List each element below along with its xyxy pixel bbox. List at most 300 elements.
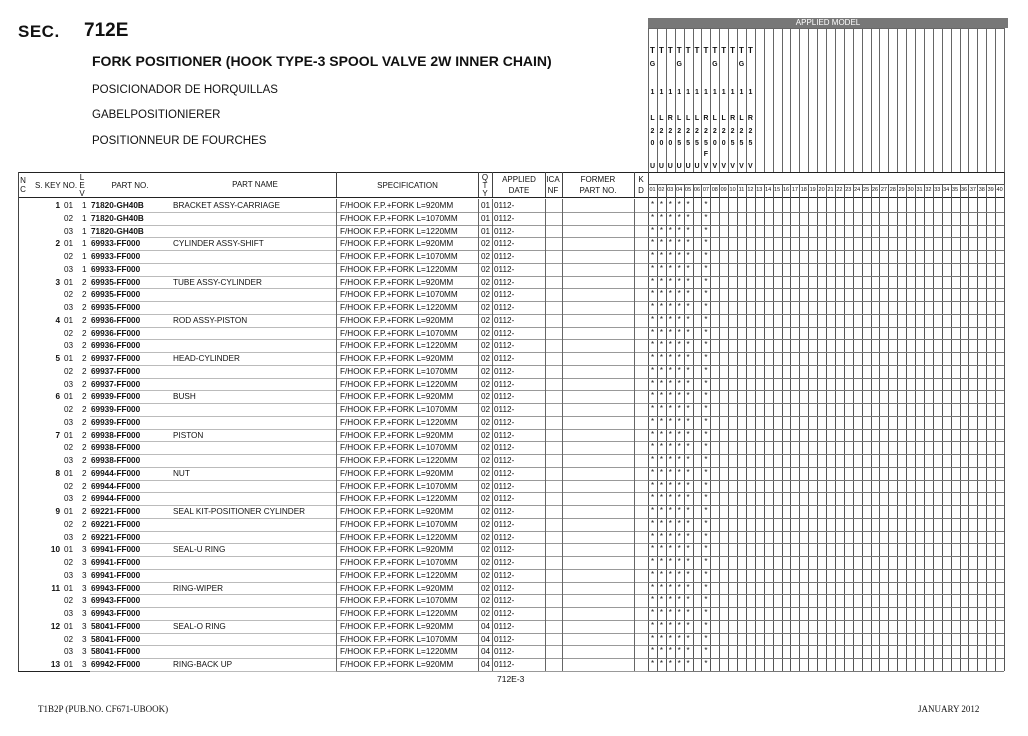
model-code-char: L [694, 115, 700, 122]
model-code-char: U [667, 163, 673, 170]
applicability-star: * [668, 416, 672, 426]
row-qty: 02 [481, 456, 491, 465]
model-code-char: L [739, 115, 744, 122]
row-separator [545, 454, 546, 467]
model-code-char: T [658, 46, 664, 55]
applicability-star: * [704, 429, 708, 439]
table-row [0, 378, 1028, 391]
grid-row-line [648, 671, 1004, 672]
row-applied-date: 0112- [494, 379, 515, 389]
row-separator [562, 378, 563, 391]
row-separator [492, 339, 493, 352]
row-applied-date: 0112- [494, 277, 515, 287]
row-part-no: 69943-FF000 [91, 583, 141, 593]
row-applied-date: 0112- [494, 354, 515, 363]
model-code-char: 1 [730, 89, 735, 96]
row-part-no: 69944-FF000 [91, 481, 141, 491]
header-separator [562, 172, 563, 197]
applicability-star: * [704, 480, 708, 490]
row-separator [634, 556, 635, 569]
row-key-no: 11 [51, 583, 60, 593]
row-separator [634, 288, 635, 301]
row-key-no: 12 [50, 621, 60, 631]
row-separator [478, 225, 479, 238]
model-code-char: L [650, 115, 655, 122]
row-part-name: RING-BACK UP [173, 660, 233, 669]
table-row [0, 505, 1028, 518]
row-level: 1 [82, 213, 87, 223]
applicability-star: * [686, 302, 690, 311]
model-column-number: 01 [649, 187, 656, 193]
row-part-name: SEAL KIT-POSITIONER CYLINDER [173, 507, 306, 516]
row-specification: F/HOOK F.P.+FORK L=920MM [340, 583, 454, 593]
applicability-star: * [677, 353, 681, 362]
row-separator [634, 237, 635, 250]
header-separator [492, 172, 493, 197]
applicability-star: * [659, 353, 663, 362]
model-column-number: 06 [693, 187, 701, 193]
row-separator [545, 263, 546, 276]
row-sub-no: 01 [64, 583, 74, 593]
row-sub-no: 03 [64, 532, 74, 542]
model-code-char: V [712, 163, 718, 170]
row-level: 2 [82, 507, 87, 516]
applicability-star: * [668, 582, 672, 592]
row-separator [545, 199, 546, 212]
model-column-number: 38 [978, 187, 985, 193]
applicability-star: * [668, 200, 672, 209]
subtitle-german: GABELPOSITIONIERER [92, 109, 221, 121]
row-separator [478, 582, 479, 595]
row-level: 3 [82, 596, 87, 606]
applicability-star: * [650, 442, 655, 452]
row-separator [562, 301, 563, 314]
row-specification: F/HOOK F.P.+FORK L=920MM [340, 507, 454, 516]
row-separator [545, 352, 546, 365]
applicability-star: * [650, 238, 655, 248]
row-separator [562, 480, 563, 493]
row-separator [492, 314, 493, 327]
row-separator [545, 429, 546, 442]
row-sub-no: 01 [64, 392, 74, 402]
row-specification: F/HOOK F.P.+FORK L=920MM [340, 201, 454, 210]
applicability-star: * [677, 531, 681, 541]
model-code-char: 0 [721, 140, 726, 147]
row-applied-date: 0112- [494, 621, 515, 631]
model-column-number: 16 [782, 187, 790, 193]
row-level: 3 [82, 545, 87, 555]
row-separator [336, 607, 337, 620]
row-separator [634, 531, 635, 544]
row-sub-no: 01 [64, 315, 74, 325]
row-separator [478, 339, 479, 352]
row-separator [478, 467, 479, 480]
row-separator [478, 276, 479, 289]
applicability-star: * [659, 493, 663, 503]
row-separator [634, 582, 635, 595]
row-part-no: 69221-FF000 [91, 507, 141, 516]
applicability-star: * [650, 391, 655, 401]
row-specification: F/HOOK F.P.+FORK L=920MM [340, 621, 454, 631]
row-qty: 02 [481, 583, 491, 593]
table-row [0, 276, 1028, 289]
model-column-number: 18 [800, 187, 807, 193]
row-separator [562, 237, 563, 250]
row-applied-date: 0112- [494, 366, 515, 376]
applicability-star: * [668, 467, 672, 477]
row-part-no: 69944-FF000 [91, 494, 141, 504]
row-specification: F/HOOK F.P.+FORK L=1070MM [340, 634, 458, 644]
row-separator [562, 225, 563, 238]
model-code-char: L [721, 115, 726, 122]
row-separator [336, 441, 337, 454]
applicability-star: * [704, 608, 708, 617]
applicability-star: * [659, 646, 663, 656]
applicability-star: * [704, 289, 708, 299]
model-column-number: 35 [952, 187, 959, 193]
row-separator [545, 403, 546, 416]
model-code-char: T [667, 46, 673, 55]
applicability-star: * [668, 314, 672, 324]
applicability-star: * [650, 365, 655, 375]
row-applied-date: 0112- [494, 328, 515, 338]
model-column-number: 32 [925, 187, 932, 193]
row-separator [545, 212, 546, 225]
row-separator [545, 225, 546, 238]
row-level: 2 [82, 519, 87, 529]
applicability-star: * [650, 455, 655, 464]
row-separator [634, 441, 635, 454]
row-specification: F/HOOK F.P.+FORK L=1220MM [340, 417, 458, 427]
row-applied-date: 0112- [494, 519, 515, 529]
row-separator [545, 569, 546, 582]
row-separator [478, 365, 479, 378]
applicability-star: * [686, 429, 690, 439]
row-separator [492, 454, 493, 467]
row-part-no: 69933-FF000 [91, 252, 141, 261]
applicability-star: * [659, 557, 663, 566]
row-applied-date: 0112- [494, 315, 515, 325]
applicability-star: * [704, 442, 708, 452]
row-separator [634, 378, 635, 391]
row-key-no: 6 [55, 392, 60, 402]
applicability-star: * [686, 263, 690, 273]
row-key-no: 1 [55, 201, 60, 210]
row-level: 2 [82, 315, 87, 325]
row-separator [336, 658, 337, 671]
model-col-line [888, 28, 889, 172]
applicability-star: * [659, 633, 663, 643]
row-separator [634, 594, 635, 607]
row-separator [634, 327, 635, 340]
model-column-number: 14 [765, 187, 772, 193]
row-part-name: SEAL-U RING [173, 545, 226, 555]
applicability-star: * [677, 608, 681, 617]
row-level: 2 [82, 303, 87, 312]
model-column-number: 30 [907, 187, 914, 193]
row-separator [634, 314, 635, 327]
table-row [0, 645, 1028, 658]
table-row [0, 556, 1028, 569]
row-sub-no: 02 [64, 519, 74, 529]
applicability-star: * [668, 378, 672, 388]
model-col-line [755, 28, 756, 172]
row-separator [545, 607, 546, 620]
row-sub-no: 03 [64, 341, 74, 351]
model-column-number: 08 [711, 187, 718, 193]
row-part-name: RING-WIPER [173, 583, 224, 593]
row-separator [336, 556, 337, 569]
row-applied-date: 0112- [494, 532, 515, 542]
applicability-star: * [677, 225, 681, 235]
applicability-star: * [704, 467, 708, 477]
row-separator [562, 390, 563, 403]
table-row [0, 543, 1028, 556]
row-sub-no: 03 [64, 303, 74, 312]
row-qty: 02 [481, 430, 491, 440]
row-separator [478, 531, 479, 544]
model-code-char: V [730, 163, 735, 170]
col-header-applied: DATE [508, 186, 530, 195]
applicability-star: * [650, 595, 655, 605]
row-specification: F/HOOK F.P.+FORK L=920MM [340, 277, 454, 287]
row-applied-date: 0112- [494, 570, 515, 580]
model-code-char: 1 [712, 89, 717, 96]
row-separator [492, 212, 493, 225]
row-part-no: 69935-FF000 [91, 277, 141, 287]
row-level: 2 [82, 366, 87, 376]
table-row [0, 441, 1028, 454]
applicability-star: * [686, 378, 690, 388]
table-row [0, 301, 1028, 314]
row-separator [336, 225, 337, 238]
applicability-star: * [686, 480, 690, 490]
row-applied-date: 0112- [494, 468, 515, 478]
applicability-star: * [668, 225, 672, 235]
row-sub-no: 03 [64, 609, 74, 618]
row-separator [545, 276, 546, 289]
row-separator [336, 633, 337, 646]
row-specification: F/HOOK F.P.+FORK L=1070MM [340, 443, 458, 453]
row-key-no: 7 [55, 430, 60, 440]
row-separator [634, 633, 635, 646]
subtitle-french: POSITIONNEUR DE FOURCHES [92, 135, 267, 147]
row-specification: F/HOOK F.P.+FORK L=1070MM [340, 252, 458, 261]
row-key-no: 8 [55, 468, 60, 478]
col-header-nc: C [20, 185, 26, 194]
table-row [0, 531, 1028, 544]
applicability-star: * [668, 302, 672, 311]
row-key-no: 13 [50, 660, 60, 669]
row-separator [545, 339, 546, 352]
model-code-char: L [712, 115, 717, 122]
applicability-star: * [686, 608, 690, 617]
model-code-char: 5 [695, 140, 699, 147]
model-column-number: 33 [934, 187, 941, 193]
applicability-star: * [677, 557, 681, 566]
row-sub-no: 03 [64, 570, 74, 580]
applicability-star: * [650, 251, 655, 260]
applicability-star: * [659, 569, 663, 579]
row-level: 2 [82, 532, 87, 542]
row-separator [562, 505, 563, 518]
applicability-star: * [704, 238, 708, 248]
table-row [0, 416, 1028, 429]
applicability-star: * [650, 544, 655, 554]
row-separator [336, 390, 337, 403]
row-qty: 04 [481, 660, 491, 669]
row-separator [562, 531, 563, 544]
applicability-star: * [650, 200, 655, 209]
row-sub-no: 01 [64, 468, 74, 478]
page-number: 712E-3 [497, 674, 525, 684]
row-key-no: 4 [55, 315, 60, 325]
row-applied-date: 0112- [494, 558, 515, 567]
row-sub-no: 02 [64, 634, 74, 644]
row-level: 2 [82, 481, 87, 491]
applicability-star: * [677, 378, 681, 388]
row-level: 3 [82, 647, 87, 657]
row-applied-date: 0112- [494, 481, 515, 491]
row-part-no: 69942-FF000 [91, 660, 141, 669]
row-separator [634, 658, 635, 671]
row-separator [545, 250, 546, 263]
row-sub-no: 03 [64, 226, 74, 236]
applicability-star: * [704, 455, 708, 464]
applicability-star: * [686, 276, 690, 286]
model-code-char: 0 [668, 140, 673, 147]
row-line [90, 671, 336, 672]
row-separator [562, 620, 563, 633]
applicability-star: * [659, 404, 663, 413]
row-separator [562, 607, 563, 620]
row-part-name: SEAL-O RING [173, 621, 226, 631]
applicability-star: * [704, 659, 708, 668]
row-separator [562, 518, 563, 531]
row-separator [634, 250, 635, 263]
applicability-star: * [704, 327, 708, 337]
row-separator [492, 327, 493, 340]
applicability-star: * [704, 251, 708, 260]
model-code-char: 2 [739, 128, 744, 135]
col-header-partname: PART NAME [232, 180, 278, 189]
applicability-star: * [686, 582, 690, 592]
applicability-star: * [659, 200, 663, 209]
model-code-char: T [730, 46, 736, 55]
row-separator [634, 467, 635, 480]
table-row [0, 212, 1028, 225]
row-level: 2 [82, 277, 87, 287]
model-code-char: U [676, 163, 682, 170]
model-col-line [790, 28, 791, 172]
row-level: 2 [82, 417, 87, 427]
model-col-line [871, 28, 872, 172]
row-separator [336, 314, 337, 327]
row-separator [492, 543, 493, 556]
applicability-star: * [650, 531, 655, 541]
row-level: 2 [82, 430, 87, 440]
table-row [0, 633, 1028, 646]
row-level: 1 [82, 226, 87, 236]
row-separator [634, 276, 635, 289]
applicability-star: * [659, 595, 663, 605]
row-part-no: 69221-FF000 [91, 532, 141, 542]
applicability-star: * [659, 365, 663, 375]
row-separator [634, 352, 635, 365]
applicability-star: * [686, 314, 690, 324]
model-col-line [835, 28, 836, 172]
row-line [336, 671, 648, 672]
row-separator [492, 199, 493, 212]
row-separator [545, 594, 546, 607]
row-separator [336, 403, 337, 416]
applicability-star: * [668, 544, 672, 554]
table-row [0, 237, 1028, 250]
row-separator [562, 543, 563, 556]
model-column-number: 17 [791, 187, 798, 193]
applicability-star: * [659, 608, 663, 617]
row-separator [545, 288, 546, 301]
col-header-qty: Y [482, 189, 488, 198]
row-separator [545, 492, 546, 505]
row-applied-date: 0112- [494, 252, 515, 261]
applicability-star: * [677, 289, 681, 299]
row-separator [492, 301, 493, 314]
row-level: 2 [82, 456, 87, 465]
applicability-star: * [668, 455, 672, 464]
row-separator [336, 620, 337, 633]
model-code-char: 1 [686, 89, 691, 96]
model-column-number: 31 [916, 187, 923, 193]
row-separator [634, 454, 635, 467]
model-column-number: 26 [871, 187, 879, 193]
row-separator [562, 492, 563, 505]
row-separator [478, 403, 479, 416]
col-header-nc: N [20, 176, 26, 185]
row-separator [634, 225, 635, 238]
header-bottom-line [18, 197, 1004, 198]
row-separator [478, 441, 479, 454]
applicability-star: * [668, 263, 672, 273]
row-separator [478, 454, 479, 467]
row-applied-date: 0112- [494, 634, 515, 644]
row-part-no: 69221-FF000 [91, 519, 141, 529]
row-applied-date: 0112- [494, 545, 515, 555]
row-applied-date: 0112- [494, 647, 515, 657]
row-applied-date: 0112- [494, 392, 515, 402]
row-separator [478, 480, 479, 493]
row-separator [336, 531, 337, 544]
applicability-star: * [650, 404, 655, 413]
row-specification: F/HOOK F.P.+FORK L=1220MM [340, 456, 458, 465]
row-qty: 02 [481, 290, 491, 300]
row-separator [478, 429, 479, 442]
row-separator [478, 518, 479, 531]
applicability-star: * [704, 557, 708, 566]
row-separator [492, 518, 493, 531]
applicability-star: * [668, 289, 672, 299]
applicability-star: * [686, 467, 690, 477]
model-col-line [915, 28, 916, 172]
model-code-char: T [712, 46, 718, 55]
row-separator [492, 505, 493, 518]
row-level: 1 [82, 252, 87, 261]
model-column-number: 21 [827, 187, 834, 193]
model-code-char: 5 [677, 140, 682, 147]
applicability-star: * [659, 289, 663, 299]
applicability-star: * [677, 455, 681, 464]
row-part-no: 71820-GH40B [91, 213, 144, 223]
